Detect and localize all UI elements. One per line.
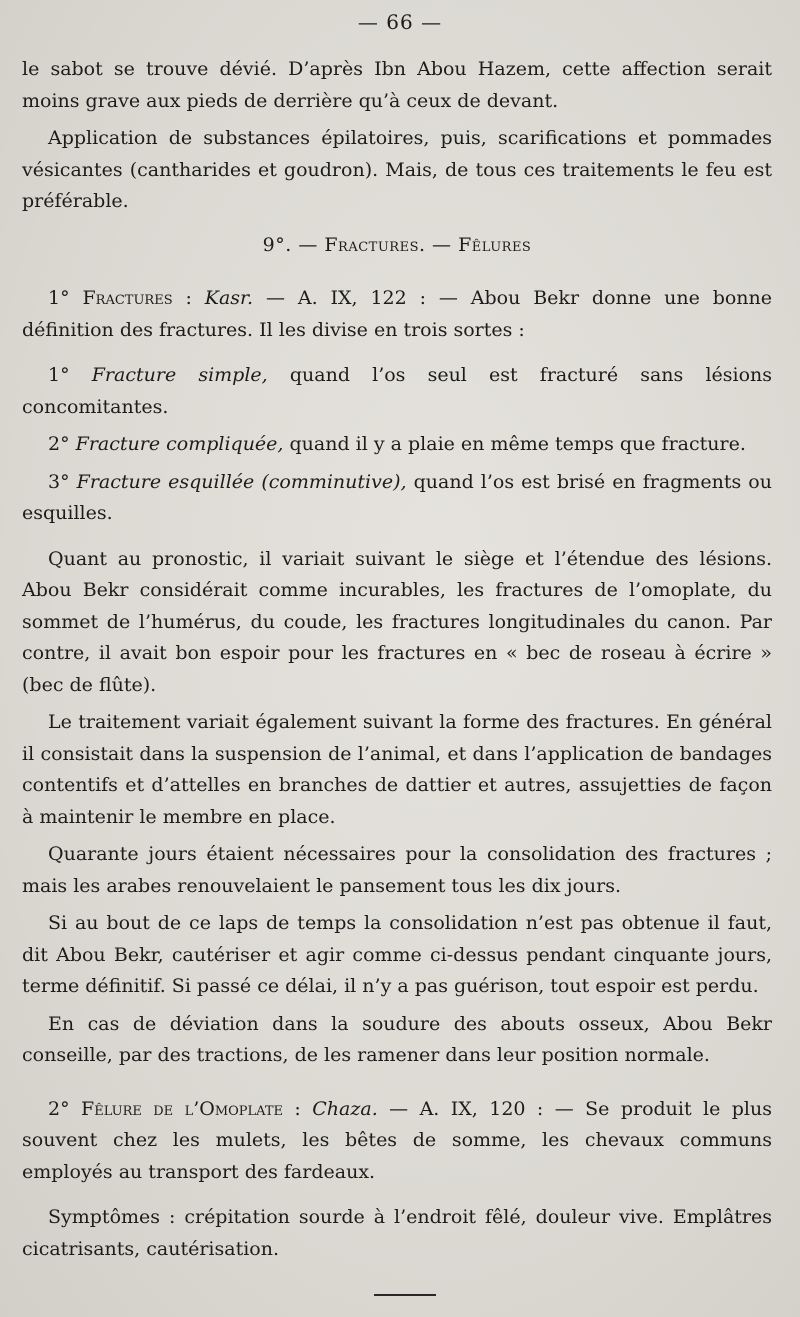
paragraph-quarante-jours: Quarante jours étaient nécessaires pour la consolidation des fractures ; mais les arabes renouvelaient le pansement tous les dix jours. [22,843,772,897]
type-number: 1° [48,364,70,386]
paragraph-deviation: En cas de déviation dans la soudure des abouts osseux, Abou Bekr conseille, par des tractions, de les ramener dans leur position normale. [22,1012,772,1066]
type-number: 3° [48,470,70,493]
arabic-term: Kasr. [204,287,254,309]
paragraph-pronostic: Quant au pronostic, il variait suivant le siège et l’étendue des lésions. Abou Bekr considérait comme incurables, les fractures de l’omoplate, du sommet de l’humérus, du coude, les fractures longitudinales du canon. Par contre, il avait bon espoir pour les fractures en « bec de roseau à écrire » (bec de flûte). [22,547,772,696]
paragraph-traitement: Le traitement variait également suivant la forme des fractures. En général il consistait dans la suspension de l’animal, et dans l’application de bandages contentifs et d’attelles en branches de dattier et autres, assujetties de façon à maintenir le membre en place. [22,711,772,828]
section-heading: 9°. — Fractures. — Fêlures [262,233,532,256]
item-title: Fractures : [82,287,192,309]
type-name: Fracture simple, [91,364,268,386]
paragraph-application: Application de substances épilatoires, puis, scarifications et pommades vésicantes (cantharides et goudron). Mais, de tous ces traitements le feu est préférable. [22,127,772,212]
paragraph-fractures [22,283,772,346]
item-number: 1° [48,287,70,309]
type-synonym: (comminutive), [261,470,407,493]
paragraph-continuation: le sabot se trouve dévié. D’après Ibn Abou Hazem, cette affection serait moins grave aux pieds de derrière qu’à ceux de devant. [22,58,772,112]
type-number: 2° [48,433,70,455]
reference: — A. IX, 122 : — [265,287,458,309]
type-text: quand il y a plaie en même temps que fracture. [289,433,746,455]
item-title: Fêlure de l’Omoplate : [81,1097,301,1120]
paragraph-consolidation: Si au bout de ce laps de temps la consolidation n’est pas obtenue il faut, dit Abou Bekr, cautériser et agir comme ci-dessus pendant cinquante jours, terme définitif. Si passé ce délai, il n’y a pas guérison, tout espoir est perdu. [22,912,772,997]
item-number: 2° [48,1097,70,1120]
paragraph-felure [22,1094,772,1189]
page-body [22,54,772,1265]
item-text: Se produit le plus souvent chez les mulets, les bêtes de somme, les chevaux communs employés au transport des fardeaux. [22,1097,772,1183]
type-name: Fracture compliquée, [75,433,284,455]
page-number: — 66 — [357,10,443,34]
type-text: quand l’os est brisé en fragments ou esquilles. [22,470,772,524]
type-text: quand l’os seul est fracturé sans lésions concomitantes. [22,364,773,418]
fracture-type-1 [22,360,772,423]
fracture-type-2 [22,429,772,461]
end-rule [374,1294,436,1296]
reference: — A. IX, 120 : — [389,1097,574,1120]
arabic-term: Chaza. [312,1097,378,1120]
paragraph-symptomes: Symptômes : crépitation sourde à l’endroit fêlé, douleur vive. Emplâtres cicatrisants, cautérisation. [22,1206,772,1260]
type-name: Fracture esquillée [76,470,255,493]
item-text: Abou Bekr donne une bonne définition des fractures. Il les divise en trois sortes : [22,287,773,341]
fracture-type-3 [22,467,772,530]
